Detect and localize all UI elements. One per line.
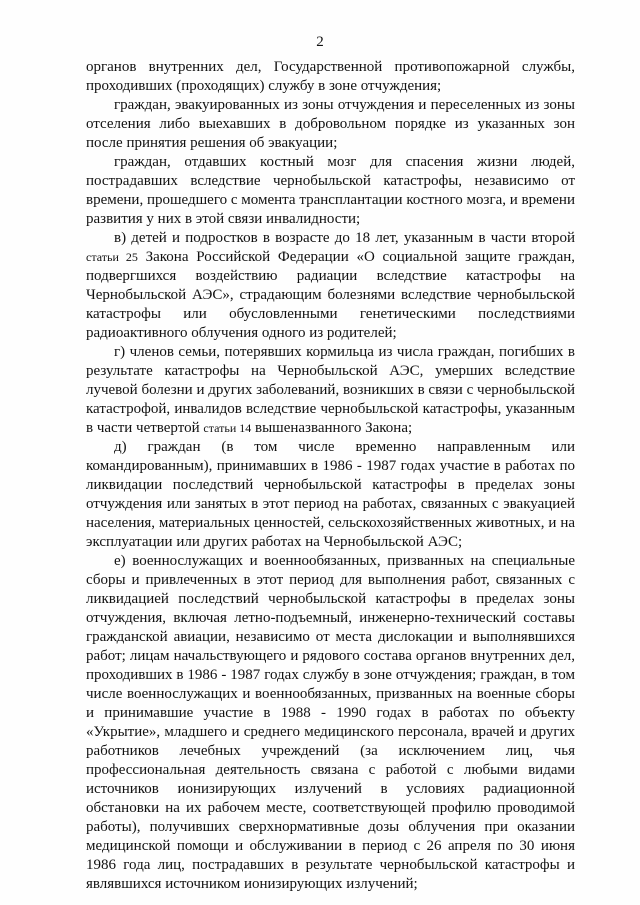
law-article-reference: статьи 14: [203, 421, 252, 435]
paragraph-bone-marrow-donors: граждан, отдавших костный мозг для спасения жизни людей, пострадавших вследствие чернобыльской катастрофы, независимо от времени, прошедшего с момента трансплантации костного мозга, и времени развития у них в этой связи инвалидности;: [86, 154, 575, 227]
page-number: 2: [316, 34, 324, 50]
paragraph-item-v: [86, 229, 575, 343]
paragraph-continuation: органов внутренних дел, Государственной противопожарной службы, проходивших (проходящих) службу в зоне отчуждения;: [86, 59, 575, 94]
paragraph-item-d: д) граждан (в том числе временно направленным или командированным), принимавших в 1986 - 1987 годах участие в работах по ликвидации последствий чернобыльской катастрофы в пределах зоны отчуждения или занятых в этот период на работах, связанных с эвакуацией населения, материальных ценностей, сельскохозяйственных животных, и на эксплуатации или других работах на Чернобыльской АЭС;: [86, 439, 575, 550]
paragraph-item-g: [86, 343, 575, 438]
law-article-reference: статьи 25: [86, 250, 138, 264]
paragraph-evacuated-citizens: граждан, эвакуированных из зоны отчуждения и переселенных из зоны отселения либо выехавших в добровольном порядке из указанных зон после принятия решения об эвакуации;: [86, 97, 575, 151]
paragraph-item-g-start: г) членов семьи, потерявших кормильца из числа граждан, погибших в результате катастрофы на Чернобыльской АЭС, умерших вследствие лучевой болезни и других заболеваний, возникших в связи с чернобыльской катастрофой, инвалидов вследствие чернобыльской катастрофы, указанным в части четвертой: [86, 344, 575, 436]
paragraph-item-v-start: в) детей и подростков в возрасте до 18 лет, указанным в части второй: [114, 230, 575, 246]
paragraph-item-g-end: вышеназванного Закона;: [255, 420, 413, 436]
paragraph-item-e: е) военнослужащих и военнообязанных, призванных на специальные сборы и привлеченных в этот период для выполнения работ, связанных с ликвидацией последствий чернобыльской катастрофы в пределах зоны отчуждения, включая летно-подъемный, инженерно-технический составы гражданской авиации, независимо от места дислокации и выполнявшихся работ; лицам начальствующего и рядового состава органов внутренних дел, проходивших в 1986 - 1987 годах службу в зоне отчуждения; граждан, в том числе военнослужащих и военнообязанных, призванных на военные сборы и принимавшие участие в 1988 - 1990 годах в работах по объекту «Укрытие», младшего и среднего медицинского персонала, врачей и других работников лечебных учреждений (за исключением лиц, чья профессиональная деятельность связана с работой с любыми видами источников ионизирующих излучений в условиях радиационной обстановки на их рабочем месте, соответствующей профилю проводимой работы), получивших сверхнормативные дозы облучения при оказании медицинской помощи и обслуживании в период с 26 апреля по 30 июня 1986 года лиц, пострадавших в результате чернобыльской катастрофы и являвшихся источником ионизирующих излучений;: [86, 553, 575, 892]
document-body: [86, 58, 575, 894]
paragraph-item-v-end: Закона Российской Федерации «О социальной защите граждан, подвергшихся воздействию радиации вследствие катастрофы на Чернобыльской АЭС», страдающим болезнями вследствие чернобыльской катастрофы или обусловленными генетическими последствиями радиоактивного облучения одного из родителей;: [86, 249, 576, 341]
